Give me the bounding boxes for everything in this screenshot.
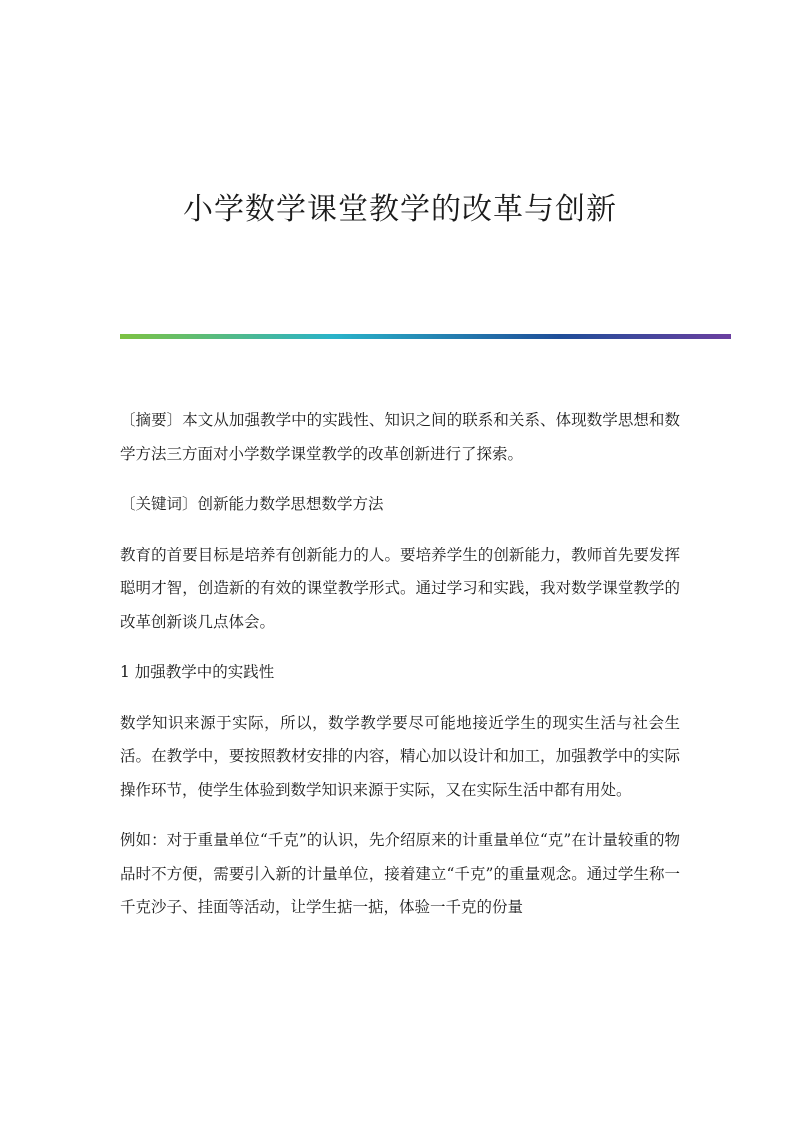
document-title: 小学数学课堂教学的改革与创新 [183, 192, 617, 227]
intro-paragraph: 教育的首要目标是培养有创新能力的人。要培养学生的创新能力，教师首先要发挥聪明才智，创造新的有效的课堂教学形式。通过学习和实践，我对数学课堂教学的改革创新谈几点体会。 [120, 545, 680, 631]
abstract-paragraph: 〔摘要〕本文从加强教学中的实践性、知识之间的联系和关系、体现数学思想和数学方法三方面对小学数学课堂教学的改革创新进行了探索。 [120, 411, 680, 463]
document-body [120, 404, 680, 942]
section-heading: 1 加强教学中的实践性 [120, 663, 275, 681]
keywords-paragraph: 〔关键词〕创新能力数学思想数学方法 [120, 495, 384, 513]
body-paragraph: 数学知识来源于实际，所以，数学教学要尽可能地接近学生的现实生活与社会生活。在教学中，要按照教材安排的内容，精心加以设计和加工，加强教学中的实际操作环节，使学生体验到数学知识来源于实际，又在实际生活中都有用处。 [120, 713, 680, 799]
title-divider [120, 334, 731, 339]
example-paragraph: 例如：对于重量单位“千克”的认识，先介绍原来的计重量单位“克”在计量较重的物品时不方便，需要引入新的计量单位，接着建立“千克”的重量观念。通过学生称一千克沙子、挂面等活动，让学生掂一掂，体验一千克的份量 [120, 831, 680, 916]
